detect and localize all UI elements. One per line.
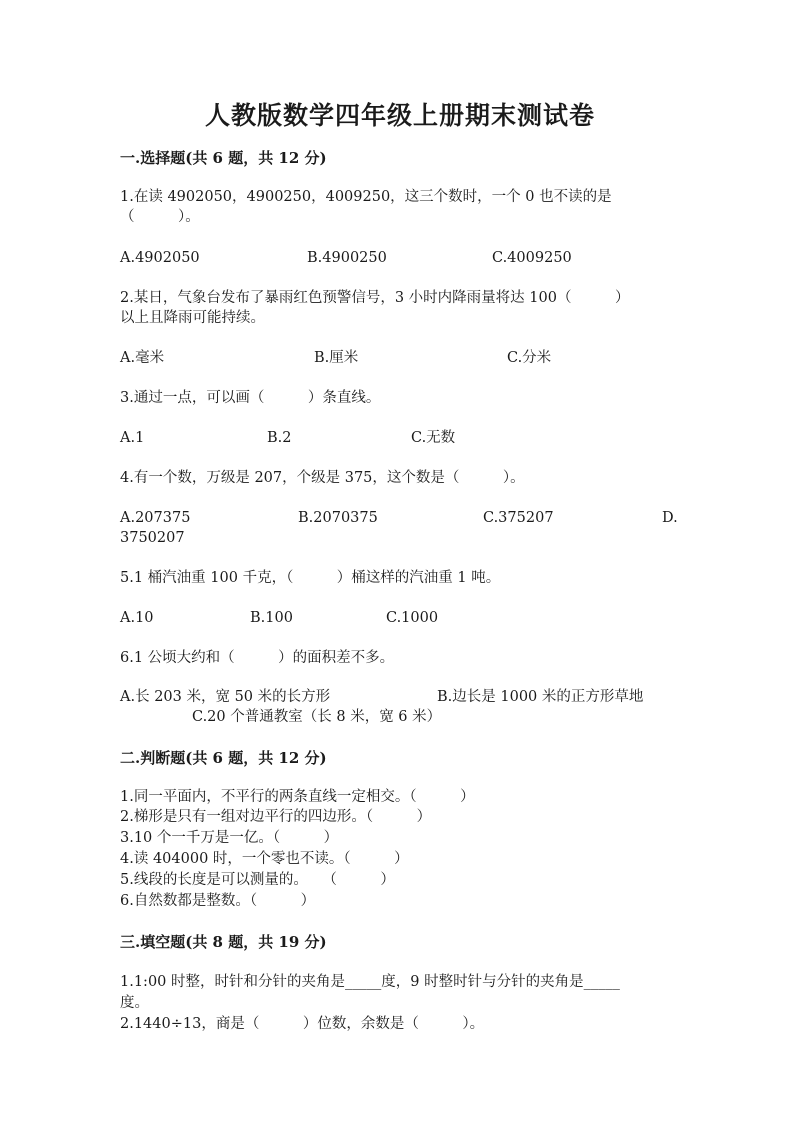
- question-6-option-b: B.边长是 1000 米的正方形草地: [437, 689, 644, 705]
- question-4-option-d-value: 3750207: [120, 530, 185, 546]
- question-3-option-a: A.1: [120, 430, 145, 446]
- judgement-item: 6.自然数都是整数。（ ）: [120, 893, 316, 909]
- question-1-option-a: A.4902050: [120, 250, 200, 266]
- question-5-option-a: A.10: [120, 610, 154, 626]
- question-5-option-b: B.100: [250, 610, 293, 626]
- question-6-option-a: A.长 203 米，宽 50 米的长方形: [120, 689, 331, 705]
- question-6-option-c: C.20 个普通教室（长 8 米，宽 6 米）: [192, 709, 442, 725]
- judgement-item: 3.10 个一千万是一亿。（ ）: [120, 830, 339, 846]
- judgement-item: 2.梯形是只有一组对边平行的四边形。（ ）: [120, 809, 432, 825]
- judgement-item: 4.读 404000 时，一个零也不读。（ ）: [120, 851, 409, 867]
- judgement-item: 1.同一平面内，不平行的两条直线一定相交。（ ）: [120, 789, 475, 805]
- question-4-option-d: D.: [662, 510, 678, 526]
- question-1-stem: 1.在读 4902050，4900250，4009250，这三个数时，一个 0 也不读的是: [120, 189, 612, 205]
- question-2-stem-cont: 以上且降雨可能持续。: [120, 310, 265, 326]
- question-2-option-c: C.分米: [507, 350, 552, 366]
- question-3-option-c: C.无数: [411, 430, 456, 446]
- question-4-option-b: B.2070375: [298, 510, 378, 526]
- fill-in-item: 2.1440÷13，商是（ ）位数，余数是（ ）。: [120, 1016, 485, 1032]
- question-6-stem: 6.1 公顷大约和（ ）的面积差不多。: [120, 650, 395, 666]
- question-3-stem: 3.通过一点，可以画（ ）条直线。: [120, 390, 381, 406]
- section-heading-judgement: 二.判断题(共 6 题，共 12 分): [120, 749, 327, 767]
- fill-in-item-cont: 度。: [120, 995, 149, 1011]
- question-2-option-b: B.厘米: [314, 350, 359, 366]
- judgement-item: 5.线段的长度是可以测量的。 （ ）: [120, 872, 395, 888]
- section-heading-choice: 一.选择题(共 6 题，共 12 分): [120, 149, 327, 167]
- question-5-stem: 5.1 桶汽油重 100 千克，（ ）桶这样的汽油重 1 吨。: [120, 570, 501, 586]
- question-3-option-b: B.2: [267, 430, 292, 446]
- question-4-stem: 4.有一个数，万级是 207，个级是 375，这个数是（ ）。: [120, 470, 525, 486]
- question-1-option-b: B.4900250: [307, 250, 387, 266]
- page-title: 人教版数学四年级上册期末测试卷: [204, 101, 595, 130]
- fill-in-item: 1.1:00 时整，时针和分针的夹角是_____度，9 时整时针与分针的夹角是_____: [120, 974, 620, 990]
- question-5-option-c: C.1000: [386, 610, 439, 626]
- section-heading-fill-in: 三.填空题(共 8 题，共 19 分): [120, 933, 327, 951]
- question-4-option-a: A.207375: [120, 510, 191, 526]
- question-4-option-c: C.375207: [483, 510, 554, 526]
- question-2-stem: 2.某日，气象台发布了暴雨红色预警信号，3 小时内降雨量将达 100（ ）: [120, 290, 630, 306]
- question-1-stem-cont: （ ）。: [120, 209, 200, 225]
- question-2-option-a: A.毫米: [120, 350, 165, 366]
- question-1-option-c: C.4009250: [492, 250, 572, 266]
